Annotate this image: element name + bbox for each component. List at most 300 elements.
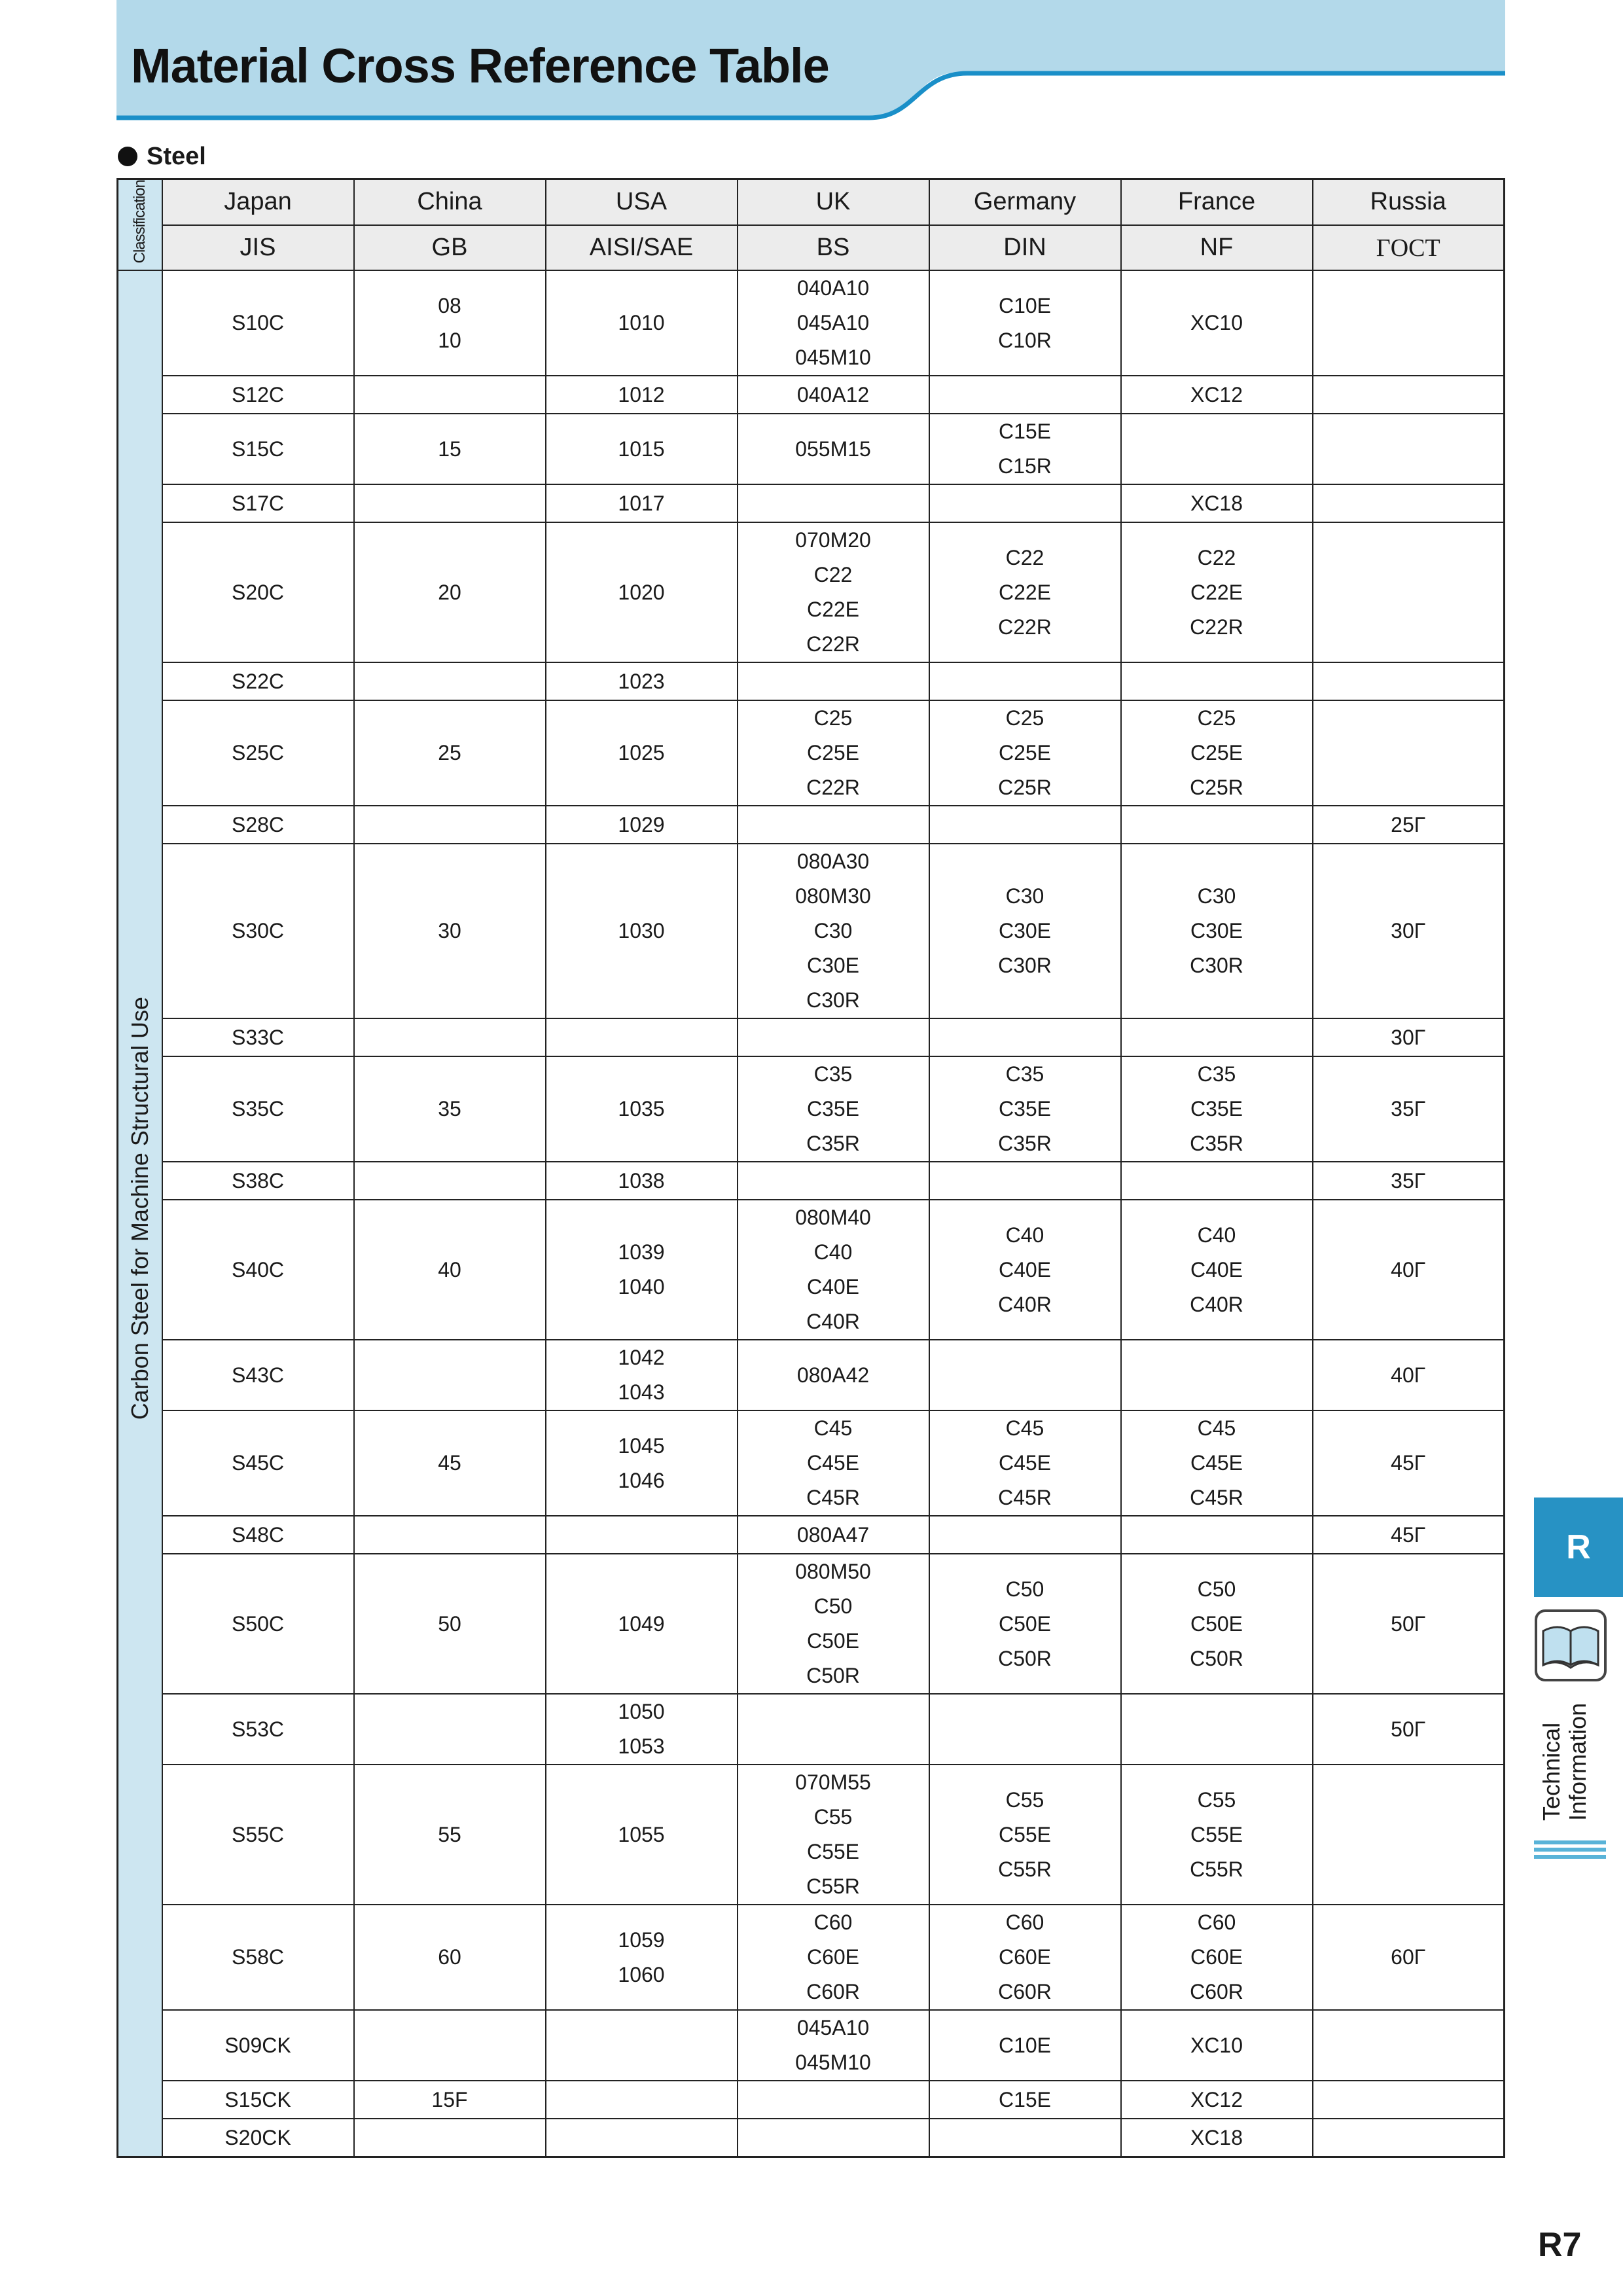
cell-bs — [738, 376, 929, 414]
din-value: C10E — [998, 293, 1052, 317]
cell-nf — [1121, 414, 1313, 484]
cell-bs — [738, 1056, 929, 1162]
cell-gb — [354, 1018, 546, 1056]
cell-gb — [354, 1162, 546, 1200]
cell-gost — [1313, 662, 1505, 700]
gb-value: 15F — [431, 2087, 468, 2111]
cell-jis — [162, 2081, 354, 2119]
cell-gost — [1313, 1554, 1505, 1694]
cell-nf — [1121, 1162, 1313, 1200]
cell-gb — [354, 376, 546, 414]
nf-value: C35E — [1190, 1097, 1243, 1121]
cell-din — [929, 1516, 1121, 1554]
aisi-value: 1015 — [618, 437, 665, 461]
din-value: C50R — [998, 1646, 1052, 1670]
cell-jis — [162, 1018, 354, 1056]
jis-value: S15C — [231, 437, 285, 461]
din-value: C35 — [1005, 1062, 1044, 1086]
gost-value: 50Γ — [1391, 1717, 1426, 1741]
aisi-value: 1020 — [618, 580, 665, 604]
nf-value: XC10 — [1190, 2033, 1243, 2057]
nf-value: C25R — [1190, 776, 1243, 800]
cell-aisi — [546, 1410, 738, 1516]
nf-value: C35 — [1197, 1062, 1236, 1086]
gost-value: 45Γ — [1391, 1451, 1426, 1475]
jis-value: S45C — [231, 1451, 285, 1475]
cell-din — [929, 1410, 1121, 1516]
aisi-value: 1012 — [618, 382, 665, 406]
nf-value: C55R — [1190, 1857, 1243, 1881]
din-value: C50 — [1005, 1577, 1044, 1601]
cell-gost — [1313, 806, 1505, 844]
cell-jis — [162, 1694, 354, 1765]
cell-aisi — [546, 844, 738, 1018]
cell-nf — [1121, 2081, 1313, 2119]
cell-nf — [1121, 376, 1313, 414]
cell-nf — [1121, 484, 1313, 522]
aisi-value: 1040 — [618, 1275, 665, 1299]
cell-gost — [1313, 844, 1505, 1018]
bs-value: C50R — [806, 1664, 860, 1688]
cell-gost — [1313, 1410, 1505, 1516]
cell-aisi — [546, 700, 738, 806]
cell-bs — [738, 844, 929, 1018]
aisi-value: 1042 — [618, 1346, 665, 1370]
cell-gost — [1313, 1056, 1505, 1162]
classification-group-label: Carbon Steel for Machine Structural Use — [126, 996, 154, 1420]
bs-value: C45R — [806, 1486, 860, 1510]
cell-aisi — [546, 2119, 738, 2157]
nf-value: C60R — [1190, 1980, 1243, 2004]
cell-din — [929, 1340, 1121, 1410]
bs-value: 070M55 — [795, 1770, 871, 1795]
gost-value: 45Γ — [1391, 1522, 1426, 1547]
gost-value: 30Γ — [1391, 1025, 1426, 1049]
cell-jis — [162, 1554, 354, 1694]
cell-gost — [1313, 1162, 1505, 1200]
aisi-value: 1049 — [618, 1611, 665, 1636]
nf-value: C50E — [1190, 1611, 1243, 1636]
nf-value: C30 — [1197, 884, 1236, 908]
jis-value: S20C — [231, 580, 285, 604]
cell-gb — [354, 414, 546, 484]
side-decoration-lines — [1534, 1840, 1606, 1862]
header-din: DIN — [929, 225, 1121, 271]
cell-gb — [354, 806, 546, 844]
aisi-value: 1017 — [618, 491, 665, 515]
cell-gb — [354, 2010, 546, 2081]
din-value: C45R — [998, 1486, 1052, 1510]
cell-jis — [162, 844, 354, 1018]
cell-jis — [162, 414, 354, 484]
jis-value: S35C — [231, 1097, 285, 1121]
cell-jis — [162, 806, 354, 844]
nf-value: C35R — [1190, 1132, 1243, 1156]
cell-bs — [738, 1162, 929, 1200]
cell-gost — [1313, 522, 1505, 662]
aisi-value: 1045 — [618, 1433, 665, 1458]
cell-din — [929, 522, 1121, 662]
bs-value: C30E — [806, 954, 860, 978]
cell-gb — [354, 270, 546, 376]
cell-jis — [162, 2119, 354, 2157]
cell-jis — [162, 484, 354, 522]
cell-bs — [738, 1340, 929, 1410]
table-row — [118, 1200, 1505, 1340]
header-bs: BS — [738, 225, 929, 271]
header-uk: UK — [738, 179, 929, 225]
cell-nf — [1121, 1056, 1313, 1162]
bs-value: 040A12 — [796, 382, 870, 406]
table-row — [118, 1162, 1505, 1200]
bs-value: C22R — [806, 776, 860, 800]
bs-value: 080A47 — [796, 1522, 870, 1547]
jis-value: S30C — [231, 919, 285, 943]
bs-value: 070M20 — [795, 528, 871, 552]
cell-nf — [1121, 662, 1313, 700]
header-russia: Russia — [1313, 179, 1505, 225]
gost-value: 40Γ — [1391, 1363, 1426, 1387]
cell-jis — [162, 1516, 354, 1554]
bs-value: C35 — [813, 1062, 853, 1086]
bs-value: C55R — [806, 1874, 860, 1899]
din-value: C25R — [998, 776, 1052, 800]
table-row — [118, 522, 1505, 662]
cell-gb — [354, 1056, 546, 1162]
header-usa: USA — [546, 179, 738, 225]
cell-nf — [1121, 1554, 1313, 1694]
table-row — [118, 1765, 1505, 1905]
cell-nf — [1121, 1200, 1313, 1340]
cell-din — [929, 1554, 1121, 1694]
cell-aisi — [546, 414, 738, 484]
table-row — [118, 806, 1505, 844]
bs-value: C22 — [813, 563, 853, 587]
din-value: C15E — [998, 420, 1052, 444]
table-row — [118, 2119, 1505, 2157]
gb-value: 30 — [438, 919, 461, 943]
cell-din — [929, 2081, 1121, 2119]
jis-value: S22C — [231, 669, 285, 693]
aisi-value: 1039 — [618, 1240, 665, 1265]
din-value: C30 — [1005, 884, 1044, 908]
cell-bs — [738, 1554, 929, 1694]
table-row — [118, 1056, 1505, 1162]
side-section-label — [1535, 1690, 1601, 1821]
din-value: C10R — [998, 328, 1052, 352]
cell-din — [929, 1694, 1121, 1765]
cell-aisi — [546, 1554, 738, 1694]
table-row — [118, 1340, 1505, 1410]
din-value: C45 — [1005, 1416, 1044, 1441]
cell-din — [929, 1200, 1121, 1340]
din-value: C25E — [998, 741, 1052, 765]
din-value: C22 — [1005, 545, 1044, 569]
din-value: C55E — [998, 1822, 1052, 1846]
cell-bs — [738, 1410, 929, 1516]
jis-value: S40C — [231, 1257, 285, 1282]
cell-gost — [1313, 270, 1505, 376]
cell-jis — [162, 1162, 354, 1200]
cell-gb — [354, 522, 546, 662]
jis-value: S09CK — [224, 2033, 291, 2057]
cell-gost — [1313, 2119, 1505, 2157]
aisi-value: 1043 — [618, 1380, 665, 1405]
cell-nf — [1121, 806, 1313, 844]
gb-value: 60 — [438, 1945, 461, 1969]
classification-label: Classification — [130, 180, 149, 264]
cell-din — [929, 270, 1121, 376]
cell-nf — [1121, 1765, 1313, 1905]
jis-value: S10C — [231, 311, 285, 335]
jis-value: S17C — [231, 491, 285, 515]
cell-jis — [162, 700, 354, 806]
cell-aisi — [546, 1765, 738, 1905]
jis-value: S43C — [231, 1363, 285, 1387]
nf-value: XC18 — [1190, 491, 1243, 515]
nf-value: C45 — [1197, 1416, 1236, 1441]
cell-din — [929, 844, 1121, 1018]
cell-gost — [1313, 1516, 1505, 1554]
header-japan: Japan — [162, 179, 354, 225]
jis-value: S15CK — [224, 2087, 291, 2111]
bs-value: C35E — [806, 1097, 860, 1121]
bs-value: C40 — [813, 1240, 853, 1265]
cell-din — [929, 2119, 1121, 2157]
bs-value: C35R — [806, 1132, 860, 1156]
cell-gb — [354, 662, 546, 700]
table-row — [118, 700, 1505, 806]
cell-gb — [354, 1765, 546, 1905]
din-value: C10E — [998, 2033, 1052, 2057]
nf-value: C45E — [1190, 1451, 1243, 1475]
jis-value: S50C — [231, 1611, 285, 1636]
header-aisi: AISI/SAE — [546, 225, 738, 271]
aisi-value: 1055 — [618, 1822, 665, 1846]
cell-bs — [738, 806, 929, 844]
gb-value: 50 — [438, 1611, 461, 1636]
cell-aisi — [546, 2010, 738, 2081]
din-value: C55R — [998, 1857, 1052, 1881]
cell-bs — [738, 1200, 929, 1340]
cell-gost — [1313, 2081, 1505, 2119]
bs-value: C60E — [806, 1945, 860, 1969]
din-value: C60R — [998, 1980, 1052, 2004]
bs-value: C22E — [806, 598, 860, 622]
cell-aisi — [546, 376, 738, 414]
cell-jis — [162, 522, 354, 662]
table-row — [118, 1694, 1505, 1765]
cell-aisi — [546, 1018, 738, 1056]
section-tab-letter: R — [1566, 1528, 1591, 1566]
cell-din — [929, 700, 1121, 806]
cell-gb — [354, 1516, 546, 1554]
bs-value: C50E — [806, 1629, 860, 1653]
header-germany: Germany — [929, 179, 1121, 225]
aisi-value: 1060 — [618, 1962, 665, 1986]
aisi-value: 1010 — [618, 311, 665, 335]
din-value: C15R — [998, 454, 1052, 478]
nf-value: C50 — [1197, 1577, 1236, 1601]
cell-jis — [162, 1410, 354, 1516]
gost-value: 25Γ — [1391, 812, 1426, 836]
nf-value: C30R — [1190, 954, 1243, 978]
aisi-value: 1035 — [618, 1097, 665, 1121]
table-row — [118, 270, 1505, 376]
nf-value: C60 — [1197, 1910, 1236, 1935]
nf-value: C50R — [1190, 1646, 1243, 1670]
cell-din — [929, 662, 1121, 700]
header-gost: ΓOCT — [1313, 225, 1505, 271]
cell-gb — [354, 1200, 546, 1340]
cell-jis — [162, 1765, 354, 1905]
gb-value: 08 — [438, 293, 461, 317]
cell-jis — [162, 1200, 354, 1340]
cell-bs — [738, 1765, 929, 1905]
cell-din — [929, 484, 1121, 522]
bs-value: C25E — [806, 741, 860, 765]
cell-nf — [1121, 700, 1313, 806]
cell-aisi — [546, 1340, 738, 1410]
bs-value: 045M10 — [795, 2051, 871, 2075]
bullet-icon — [118, 147, 137, 166]
book-icon — [1534, 1609, 1607, 1682]
bs-value: C45 — [813, 1416, 853, 1441]
cell-gb — [354, 484, 546, 522]
din-value: C40R — [998, 1292, 1052, 1316]
bs-value: C50 — [813, 1594, 853, 1619]
cell-jis — [162, 376, 354, 414]
bs-value: C45E — [806, 1451, 860, 1475]
cell-nf — [1121, 1018, 1313, 1056]
bs-value: 080M50 — [795, 1560, 871, 1584]
cell-din — [929, 1765, 1121, 1905]
gost-value: 35Γ — [1391, 1168, 1426, 1193]
cell-gost — [1313, 414, 1505, 484]
aisi-value: 1050 — [618, 1700, 665, 1724]
nf-value: XC10 — [1190, 311, 1243, 335]
section-heading — [118, 140, 206, 173]
bs-value: C30 — [813, 919, 853, 943]
nf-value: C55E — [1190, 1822, 1243, 1846]
cell-jis — [162, 2010, 354, 2081]
nf-value: C40R — [1190, 1292, 1243, 1316]
din-value: C15E — [998, 2087, 1052, 2111]
cell-aisi — [546, 1056, 738, 1162]
bs-value: 045A10 — [796, 2016, 870, 2040]
nf-value: C40 — [1197, 1223, 1236, 1247]
table-row — [118, 414, 1505, 484]
din-value: C30R — [998, 954, 1052, 978]
nf-value: C55 — [1197, 1787, 1236, 1812]
section-tab-r[interactable] — [1534, 1498, 1623, 1597]
bs-value: 045A10 — [796, 311, 870, 335]
cell-gost — [1313, 376, 1505, 414]
nf-value: C45R — [1190, 1486, 1243, 1510]
bs-value: 080A30 — [796, 850, 870, 874]
cell-aisi — [546, 2081, 738, 2119]
table-row — [118, 2081, 1505, 2119]
gb-value: 10 — [438, 328, 461, 352]
din-value: C22E — [998, 580, 1052, 604]
classification-cell — [118, 270, 162, 2157]
cell-din — [929, 376, 1121, 414]
cross-reference-table-wrapper — [116, 178, 1505, 2158]
nf-value: XC12 — [1190, 2087, 1243, 2111]
cell-jis — [162, 1056, 354, 1162]
cell-jis — [162, 270, 354, 376]
table-row — [118, 1905, 1505, 2010]
cell-bs — [738, 2010, 929, 2081]
cell-din — [929, 1905, 1121, 2010]
jis-value: S48C — [231, 1522, 285, 1547]
din-value: C55 — [1005, 1787, 1044, 1812]
cell-gb — [354, 844, 546, 1018]
din-value: C40 — [1005, 1223, 1044, 1247]
cell-nf — [1121, 2119, 1313, 2157]
cell-bs — [738, 270, 929, 376]
aisi-value: 1023 — [618, 669, 665, 693]
header-jis: JIS — [162, 225, 354, 271]
cell-aisi — [546, 1200, 738, 1340]
cell-gb — [354, 1694, 546, 1765]
cell-gost — [1313, 484, 1505, 522]
aisi-value: 1053 — [618, 1734, 665, 1759]
bs-value: C25 — [813, 706, 853, 730]
jis-value: S55C — [231, 1822, 285, 1846]
nf-value: C25E — [1190, 741, 1243, 765]
cell-din — [929, 1162, 1121, 1200]
din-value: C35R — [998, 1132, 1052, 1156]
cell-bs — [738, 1018, 929, 1056]
gb-value: 20 — [438, 580, 461, 604]
jis-value: S25C — [231, 741, 285, 765]
bs-value: C55 — [813, 1805, 853, 1829]
cell-aisi — [546, 484, 738, 522]
cell-jis — [162, 662, 354, 700]
din-value: C30E — [998, 919, 1052, 943]
nf-value: C30E — [1190, 919, 1243, 943]
cell-nf — [1121, 2010, 1313, 2081]
bs-value: C30R — [806, 988, 860, 1013]
nf-value: C25 — [1197, 706, 1236, 730]
jis-value: S38C — [231, 1168, 285, 1193]
cell-nf — [1121, 270, 1313, 376]
cell-gost — [1313, 1340, 1505, 1410]
bs-value: C60R — [806, 1980, 860, 2004]
cell-aisi — [546, 1694, 738, 1765]
cell-din — [929, 1056, 1121, 1162]
gb-value: 55 — [438, 1822, 461, 1846]
din-value: C25 — [1005, 706, 1044, 730]
header-france: France — [1121, 179, 1313, 225]
cell-gb — [354, 1340, 546, 1410]
cell-aisi — [546, 1162, 738, 1200]
cell-din — [929, 2010, 1121, 2081]
table-row — [118, 1516, 1505, 1554]
cell-nf — [1121, 1410, 1313, 1516]
cell-gb — [354, 1554, 546, 1694]
page-number: R7 — [1538, 2226, 1582, 2264]
jis-value: S53C — [231, 1717, 285, 1741]
technical-information-label: Technical Information — [1538, 1702, 1591, 1821]
gb-value: 15 — [438, 437, 461, 461]
cell-nf — [1121, 1516, 1313, 1554]
bs-value: 040A10 — [796, 276, 870, 300]
cell-din — [929, 806, 1121, 844]
bs-value: C55E — [806, 1840, 860, 1864]
standard-header-row — [118, 225, 1505, 271]
